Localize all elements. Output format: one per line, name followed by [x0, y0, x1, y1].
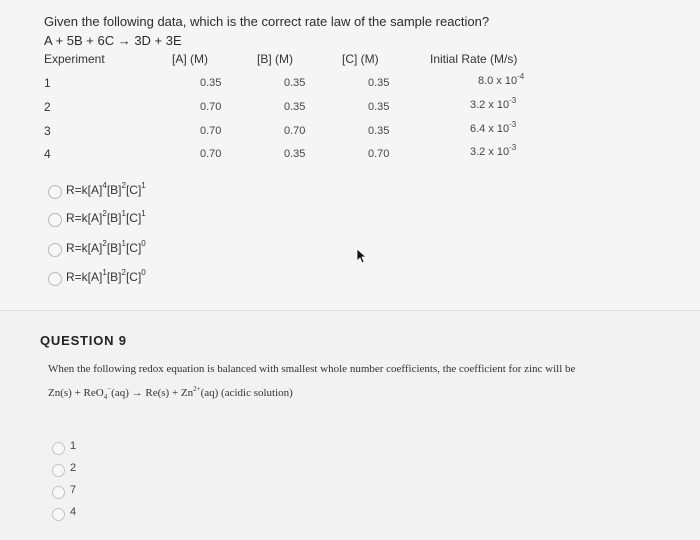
rate-mantissa: 6.4 x 10 — [470, 123, 510, 135]
mouse-cursor-icon — [356, 248, 368, 264]
option-label: 7 — [70, 484, 77, 496]
radio-button[interactable] — [48, 272, 62, 286]
choice-label: $R=k[A]^2[B]^1[C]^1$ — [66, 209, 146, 225]
rate-exponent: -3 — [509, 120, 517, 129]
redox-equation: $Zn(s) + ReO_4^-(aq) \to Re(s) + Zn^{2+}(aq)$ (acidic solution) — [48, 385, 293, 402]
radio-button[interactable] — [52, 464, 65, 477]
radio-button[interactable] — [48, 185, 62, 199]
radio-button[interactable] — [48, 243, 62, 257]
question-9-panel — [0, 311, 700, 540]
option-label: 4 — [70, 506, 77, 518]
question-8-prompt: Given the following data, which is the correct rate law of the sample reaction? — [44, 14, 490, 29]
choice-label: $R=k[A]^2[B]^1[C]^0$ — [66, 239, 146, 255]
header-experiment: Experiment — [44, 52, 105, 66]
cell-rate — [478, 72, 525, 87]
header-b: [B] (M) — [257, 52, 293, 66]
cell-c: 0.35 — [368, 77, 390, 89]
rate-exponent: -3 — [509, 96, 517, 105]
rate-mantissa: 3.2 x 10 — [470, 99, 510, 111]
radio-button[interactable] — [52, 508, 65, 521]
question-9-prompt: When the following redox equation is balanced with smallest whole number coefficients, the coefficient for zinc will be — [48, 363, 576, 375]
header-rate: Initial Rate (M/s) — [430, 52, 518, 66]
cell-rate — [470, 120, 517, 135]
radio-button[interactable] — [52, 442, 65, 455]
cell-a: 0.35 — [200, 77, 222, 89]
choice-label: $R=k[A]^4[B]^2[C]^1$ — [66, 181, 146, 197]
cell-experiment: 1 — [44, 76, 51, 90]
cell-experiment: 2 — [44, 100, 51, 114]
header-c: [C] (M) — [342, 52, 379, 66]
cell-b: 0.35 — [284, 101, 306, 113]
header-a: [A] (M) — [172, 52, 208, 66]
cell-c: 0.70 — [368, 148, 390, 160]
cell-c: 0.35 — [368, 101, 390, 113]
rate-exponent: -4 — [517, 72, 525, 81]
radio-button[interactable] — [52, 486, 65, 499]
option-label: 2 — [70, 462, 77, 474]
cell-rate — [470, 143, 517, 158]
cell-b: 0.35 — [284, 148, 306, 160]
rate-mantissa: 8.0 x 10 — [478, 75, 518, 87]
question-9-title: QUESTION 9 — [40, 333, 127, 348]
option-label: 1 — [70, 440, 77, 452]
reaction-equation: A + 5B + 6C → 3D + 3E — [44, 33, 182, 48]
cell-experiment: 4 — [44, 147, 51, 161]
cell-b: 0.35 — [284, 77, 306, 89]
rate-exponent: -3 — [509, 143, 517, 152]
rate-mantissa: 3.2 x 10 — [470, 146, 510, 158]
cell-rate — [470, 96, 517, 111]
cell-experiment: 3 — [44, 124, 51, 138]
cell-c: 0.35 — [368, 125, 390, 137]
cell-a: 0.70 — [200, 148, 222, 160]
cell-b: 0.70 — [284, 125, 306, 137]
cell-a: 0.70 — [200, 125, 222, 137]
cell-a: 0.70 — [200, 101, 222, 113]
radio-button[interactable] — [48, 213, 62, 227]
choice-label: $R=k[A]^1[B]^2[C]^0$ — [66, 268, 146, 284]
